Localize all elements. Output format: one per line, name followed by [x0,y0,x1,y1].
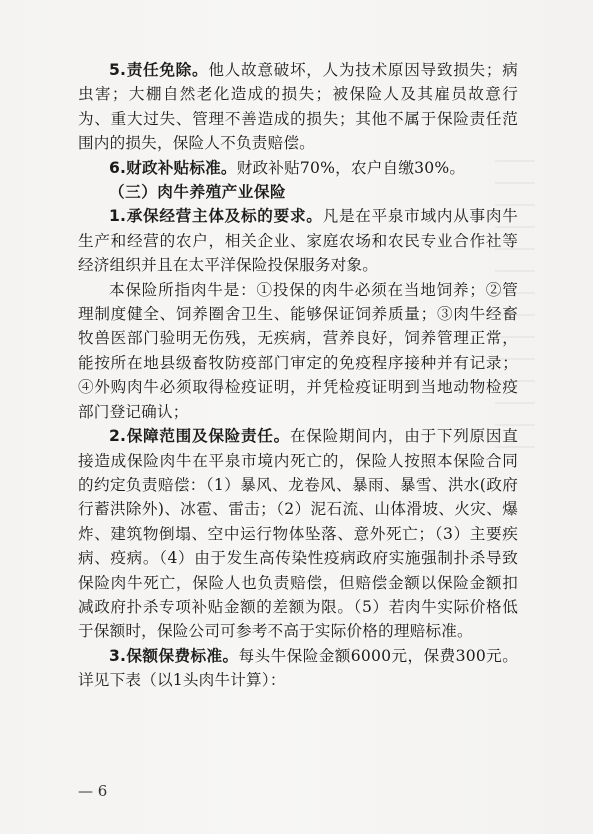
coverage-scope-paragraph [78,424,518,644]
coverage-scope-label: 2.保障范围及保险责任。 [109,427,290,446]
premium-standard-text: 每头牛保险金额6000元，保费300元。详见下表（以1头肉牛计算）： [78,646,519,690]
liability-exclusion-text: 他人故意破坏，人为技术原因导致损失；病虫害；大棚自然老化造成的损失；被保险人及其雇员故意行为、重大过失、管理不善造成的损失；其他不属于保险责任范围内的损失，保险人不负责赔偿。 [78,61,518,153]
beef-cattle-insurance-heading: （三）肉牛养殖产业保险 [109,183,287,202]
insured-subject-label: 1.承保经营主体及标的要求。 [109,207,323,226]
liability-exclusion-label: 5.责任免除。 [109,61,209,79]
beef-cattle-definition-paragraph [78,278,518,424]
premium-standard-label: 3.保额保费标准。 [109,646,239,665]
document-body [78,58,518,693]
beef-cattle-definition-text: 本保险所指肉牛是：①投保的肉牛必须在当地饲养；②管理制度健全、饲养圈舍卫生、能够保证饲养质量；③肉牛经畜牧兽医部门验明无伤残，无疾病，营养良好，饲养管理正常，能按所在地县级畜牧防疫部门审定的免疫程序接种并有记录；④外购肉牛必须取得检疫证明，并凭检疫证明到当地动物检疫部门登记确认； [78,280,518,421]
insured-subject-text: 凡是在平泉市域内从事肉牛生产和经营的农户，相关企业、家庭农场和农民专业合作社等经济组织并且在太平洋保险投保服务对象。 [78,207,519,275]
liability-exclusion-paragraph [78,58,518,156]
coverage-scope-text: 在保险期间内，由于下列原因直接造成保险肉牛在平泉市境内死亡的，保险人按照本保险合同的约定负责赔偿：（1）暴风、龙卷风、暴雨、暴雪、洪水(政府行蓄洪除外)、冰雹、雷击；（2）泥石流、山体滑坡、火灾、爆炸、建筑物倒塌、空中运行物体坠落、意外死亡；（3）主要疾病、疫病。（4）由于发生高传染性疫病政府实施强制扑杀导致保险肉牛死亡，保险人也负责赔偿，但赔偿金额以保险金额扣减政府扑杀专项补贴金额的差额为限。（5）若肉牛实际价格低于保额时，保险公司可参考不高于实际价格的理赔标准。 [78,427,518,641]
subsidy-standard-text: 财政补贴70%，农户自缴30%。 [236,158,466,177]
insured-subject-paragraph [78,204,518,277]
page-number: — 6 [78,782,108,800]
premium-standard-paragraph [78,644,518,693]
subsidy-standard-label: 6.财政补贴标准。 [109,158,237,177]
subsidy-standard-paragraph [78,156,518,180]
